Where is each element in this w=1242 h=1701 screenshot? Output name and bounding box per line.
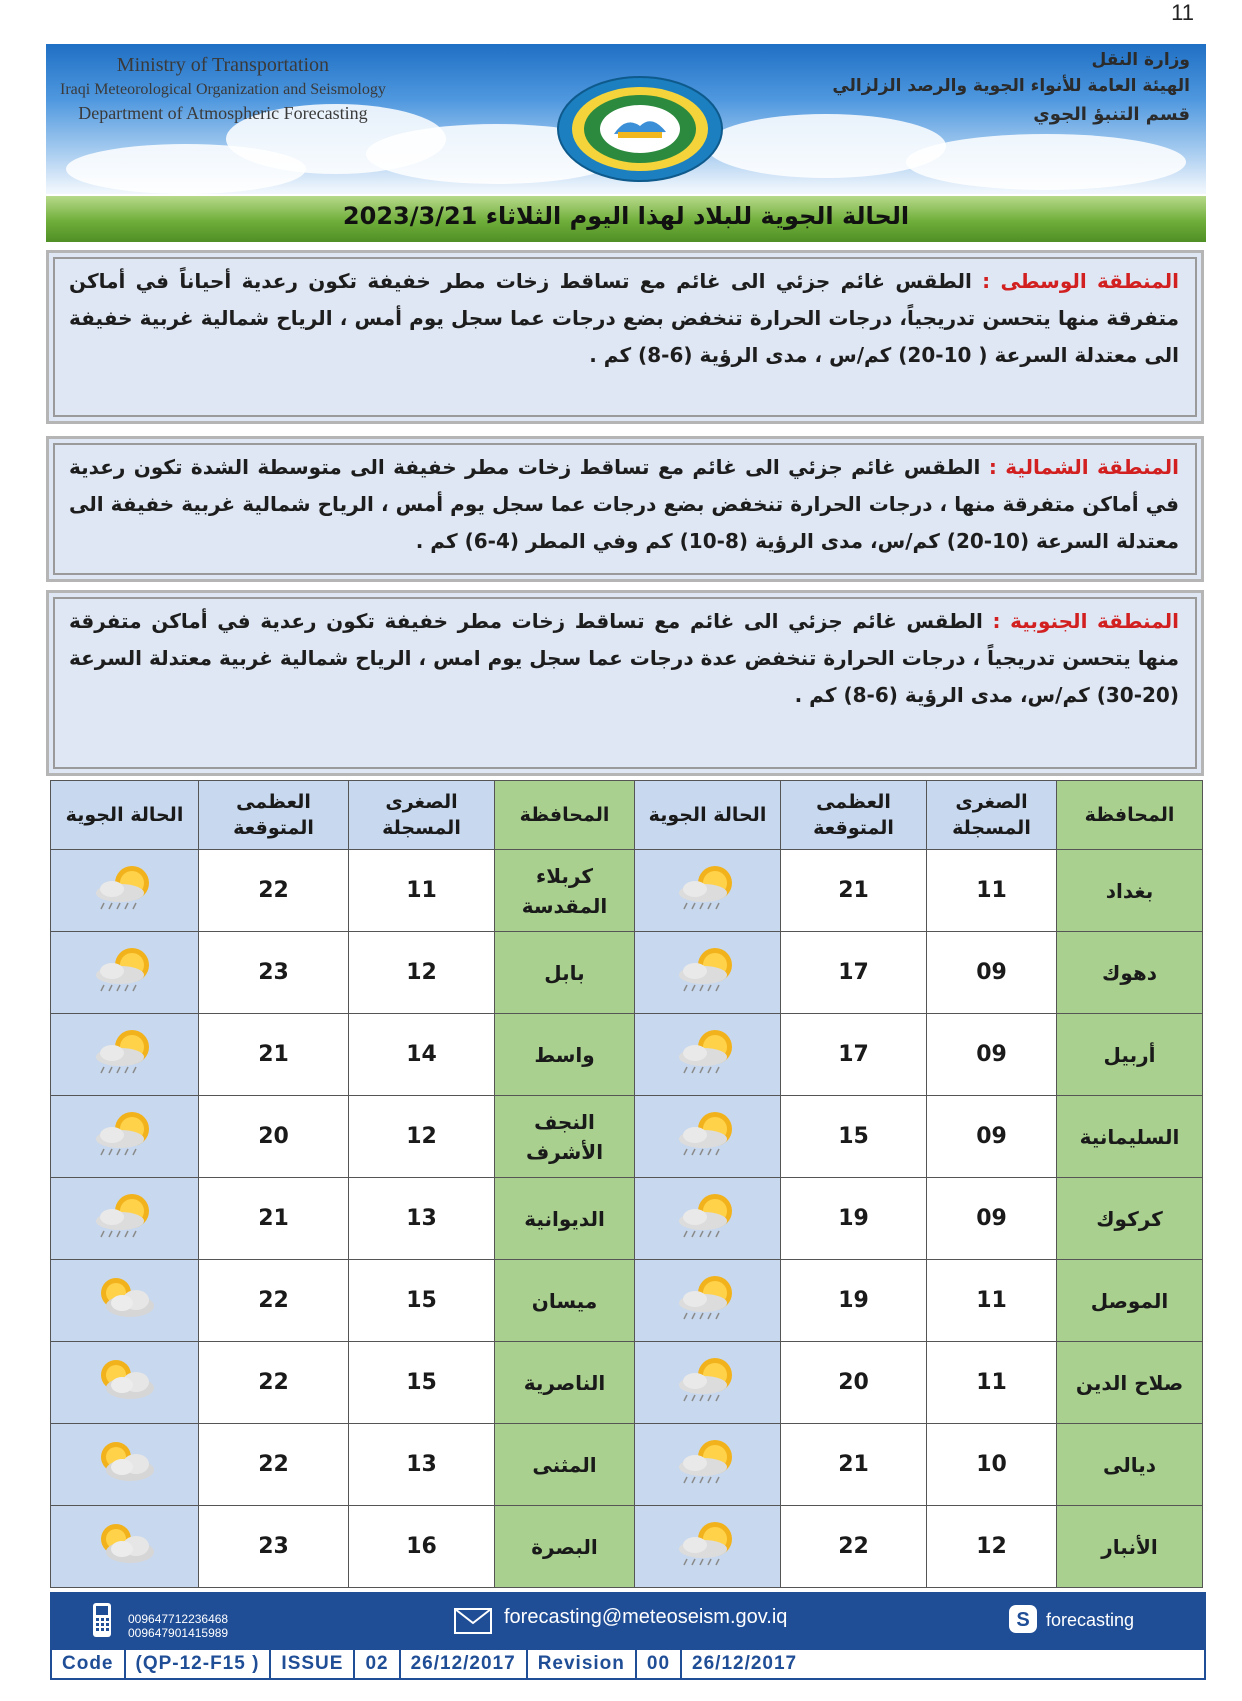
page-number: 11 <box>1171 0 1194 25</box>
organization-logo <box>556 74 724 184</box>
region-label: المنطقة الوسطى : <box>982 269 1179 293</box>
condition-cell <box>635 932 781 1014</box>
condition-cell <box>51 850 199 932</box>
condition-cell <box>635 1506 781 1588</box>
envelope-icon <box>454 1608 492 1634</box>
table-row <box>51 1096 1203 1178</box>
phone-number: 009647901415989 <box>128 1626 229 1640</box>
governorate-cell: الناصرية <box>495 1342 635 1424</box>
rain-cloud-sun-icon <box>669 1027 747 1083</box>
forecast-table <box>50 780 1203 1588</box>
max-temp-cell: 17 <box>781 932 927 1014</box>
region-label: المنطقة الجنوبية : <box>992 609 1179 633</box>
table-row <box>51 850 1203 932</box>
max-temp-cell: 21 <box>199 1178 349 1260</box>
region-text: الطقس غائم جزئي الى غائم مع تساقط زخات مطر خفيفة الى متوسطة الشدة تكون رعدية في أماكن متفرقة منها ، درجات الحرارة تنخفض بضع درجات عما سجل يوم أمس ، الرياح شمالية غربية خفيفة الى معتدلة السرعة (10-20) كم/س، مدى الرؤية (8-10) كم وفي المطر (4-6) كم . <box>69 455 1179 553</box>
governorate-cell: المثنى <box>495 1424 635 1506</box>
header-max: العظمى المتوقعة <box>199 781 349 850</box>
min-temp-cell: 09 <box>927 932 1057 1014</box>
table-row <box>51 1014 1203 1096</box>
organization-name-ar: الهيئة العامة للأنواء الجوية والرصد الزلزالي <box>832 76 1190 96</box>
max-temp-cell: 15 <box>781 1096 927 1178</box>
cloud-sun-icon <box>86 1355 164 1411</box>
cloud-sun-icon <box>86 1273 164 1329</box>
max-temp-cell: 21 <box>781 850 927 932</box>
max-temp-cell: 23 <box>199 932 349 1014</box>
condition-cell <box>51 1342 199 1424</box>
table-row <box>51 1424 1203 1506</box>
rain-cloud-sun-icon <box>669 863 747 919</box>
header-min: الصغرى المسجلة <box>349 781 495 850</box>
min-temp-cell: 09 <box>927 1178 1057 1260</box>
max-temp-cell: 19 <box>781 1260 927 1342</box>
condition-cell <box>635 1424 781 1506</box>
email-link[interactable]: forecasting@meteoseism.gov.iq <box>504 1606 788 1628</box>
svg-text:S: S <box>1016 1609 1030 1631</box>
min-temp-cell: 12 <box>927 1506 1057 1588</box>
min-temp-cell: 09 <box>927 1096 1057 1178</box>
rain-cloud-sun-icon <box>669 1355 747 1411</box>
rain-cloud-sun-icon <box>86 1109 164 1165</box>
max-temp-cell: 22 <box>199 1424 349 1506</box>
table-row <box>51 1260 1203 1342</box>
revision-label: Revision <box>528 1650 637 1678</box>
governorate-cell: كربلاء المقدسة <box>495 850 635 932</box>
document-header <box>46 44 1206 242</box>
min-temp-cell: 14 <box>349 1014 495 1096</box>
rain-cloud-sun-icon <box>669 1437 747 1493</box>
condition-cell <box>635 850 781 932</box>
skype-handle[interactable]: forecasting <box>1046 1610 1135 1630</box>
region-label: المنطقة الشمالية : <box>988 455 1179 479</box>
governorate-cell: واسط <box>495 1014 635 1096</box>
governorate-cell: أربيل <box>1057 1014 1203 1096</box>
governorate-cell: بغداد <box>1057 850 1203 932</box>
header-max: العظمى المتوقعة <box>781 781 927 850</box>
cloud-sun-icon <box>86 1519 164 1575</box>
table-row <box>51 1178 1203 1260</box>
governorate-cell: الديوانية <box>495 1178 635 1260</box>
max-temp-cell: 21 <box>199 1014 349 1096</box>
governorate-cell: دهوك <box>1057 932 1203 1014</box>
max-temp-cell: 17 <box>781 1014 927 1096</box>
header-arabic <box>832 50 1190 125</box>
governorate-cell: ديالى <box>1057 1424 1203 1506</box>
contact-footer <box>50 1592 1206 1648</box>
title-bar <box>46 194 1206 242</box>
revision-date: 26/12/2017 <box>692 1653 798 1674</box>
revision-value: 00 <box>637 1650 682 1678</box>
condition-cell <box>51 1178 199 1260</box>
min-temp-cell: 13 <box>349 1424 495 1506</box>
rain-cloud-sun-icon <box>669 945 747 1001</box>
condition-cell <box>635 1178 781 1260</box>
department-name-ar: قسم التنبؤ الجوي <box>1033 104 1190 125</box>
condition-cell <box>635 1096 781 1178</box>
governorate-cell: السليمانية <box>1057 1096 1203 1178</box>
rain-cloud-sun-icon <box>669 1519 747 1575</box>
max-temp-cell: 22 <box>199 850 349 932</box>
max-temp-cell: 22 <box>199 1260 349 1342</box>
rain-cloud-sun-icon <box>86 863 164 919</box>
max-temp-cell: 19 <box>781 1178 927 1260</box>
max-temp-cell: 22 <box>781 1506 927 1588</box>
table-row <box>51 1506 1203 1588</box>
governorate-cell: الأنبار <box>1057 1506 1203 1588</box>
header-condition: الحالة الجوية <box>635 781 781 850</box>
min-temp-cell: 15 <box>349 1260 495 1342</box>
issue-label: ISSUE <box>271 1650 355 1678</box>
organization-name-en: Iraqi Meteorological Organization and Seismology <box>60 81 386 98</box>
min-temp-cell: 10 <box>927 1424 1057 1506</box>
region-text: الطقس غائم جزئي الى غائم مع تساقط زخات مطر خفيفة تكون رعدية في أماكن متفرقة منها يتحسن تدريجياً ، درجات الحرارة تنخفض عدة درجات عما سجل يوم امس ، الرياح شمالية غربية معتدلة السرعة (20-30) كم/س، مدى الرؤية (6-8) كم . <box>69 609 1179 707</box>
rain-cloud-sun-icon <box>86 945 164 1001</box>
condition-cell <box>51 1096 199 1178</box>
cloud-sun-icon <box>86 1437 164 1493</box>
min-temp-cell: 15 <box>349 1342 495 1424</box>
governorate-cell: كركوك <box>1057 1178 1203 1260</box>
rain-cloud-sun-icon <box>669 1273 747 1329</box>
region-southern <box>46 590 1204 776</box>
min-temp-cell: 12 <box>349 1096 495 1178</box>
ministry-name-ar: وزارة النقل <box>1091 50 1190 70</box>
page-title: الحالة الجوية للبلاد لهذا اليوم الثلاثاء 2023/3/21 <box>342 202 910 230</box>
code-label: Code <box>52 1650 126 1678</box>
region-central <box>46 250 1204 424</box>
min-temp-cell: 16 <box>349 1506 495 1588</box>
governorate-cell: ميسان <box>495 1260 635 1342</box>
rain-cloud-sun-icon <box>669 1191 747 1247</box>
min-temp-cell: 11 <box>927 850 1057 932</box>
header-english <box>60 54 386 124</box>
code-value: (QP-12-F15 ) <box>126 1650 272 1678</box>
governorate-cell: النجف الأشرف <box>495 1096 635 1178</box>
min-temp-cell: 11 <box>927 1260 1057 1342</box>
condition-cell <box>51 1424 199 1506</box>
rain-cloud-sun-icon <box>669 1109 747 1165</box>
issue-value: 02 <box>355 1650 400 1678</box>
document-code-bar <box>50 1648 1206 1680</box>
condition-cell <box>635 1260 781 1342</box>
governorate-cell: الموصل <box>1057 1260 1203 1342</box>
region-northern <box>46 436 1204 582</box>
ministry-name-en: Ministry of Transportation <box>116 54 330 76</box>
issue-date: 26/12/2017 <box>401 1650 528 1678</box>
rain-cloud-sun-icon <box>86 1027 164 1083</box>
governorate-cell: صلاح الدين <box>1057 1342 1203 1424</box>
max-temp-cell: 21 <box>781 1424 927 1506</box>
governorate-cell: بابل <box>495 932 635 1014</box>
phone-numbers <box>128 1612 228 1640</box>
table-header-row <box>51 781 1203 850</box>
rain-cloud-sun-icon <box>86 1191 164 1247</box>
min-temp-cell: 11 <box>927 1342 1057 1424</box>
condition-cell <box>51 1260 199 1342</box>
max-temp-cell: 22 <box>199 1342 349 1424</box>
governorate-cell: البصرة <box>495 1506 635 1588</box>
table-row <box>51 932 1203 1014</box>
min-temp-cell: 13 <box>349 1178 495 1260</box>
table-row <box>51 1342 1203 1424</box>
min-temp-cell: 09 <box>927 1014 1057 1096</box>
phone-icon <box>92 1602 112 1638</box>
header-governorate: المحافظة <box>1057 781 1203 850</box>
condition-cell <box>51 1506 199 1588</box>
skype-icon <box>1008 1604 1038 1634</box>
min-temp-cell: 11 <box>349 850 495 932</box>
max-temp-cell: 23 <box>199 1506 349 1588</box>
condition-cell <box>635 1342 781 1424</box>
condition-cell <box>51 1014 199 1096</box>
max-temp-cell: 20 <box>199 1096 349 1178</box>
phone-number: 009647712236468 <box>128 1612 229 1626</box>
condition-cell <box>51 932 199 1014</box>
header-governorate: المحافظة <box>495 781 635 850</box>
region-text: الطقس غائم جزئي الى غائم مع تساقط زخات مطر خفيفة تكون رعدية أحياناً في أماكن متفرقة منها يتحسن تدريجياً، درجات الحرارة تنخفض بضع درجات عما سجل يوم أمس ، الرياح شمالية غربية خفيفة الى معتدلة السرعة ( 10-20) كم/س ، مدى الرؤية (6-8) كم . <box>69 269 1179 367</box>
header-condition: الحالة الجوية <box>51 781 199 850</box>
max-temp-cell: 20 <box>781 1342 927 1424</box>
department-name-en: Department of Atmospheric Forecasting <box>78 103 368 123</box>
header-min: الصغرى المسجلة <box>927 781 1057 850</box>
condition-cell <box>635 1014 781 1096</box>
min-temp-cell: 12 <box>349 932 495 1014</box>
